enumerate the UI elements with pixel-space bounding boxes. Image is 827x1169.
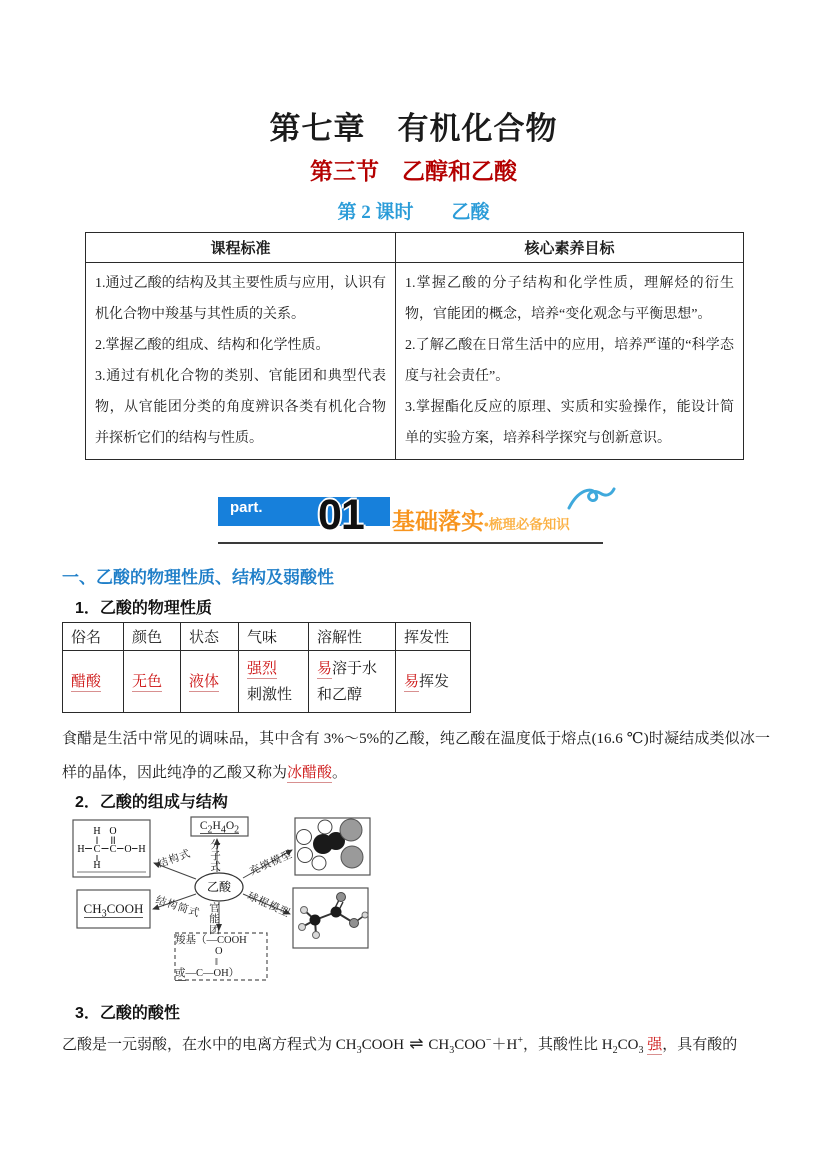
core-literacy-header: 核心素养目标 [396, 233, 744, 263]
part-label: part. [230, 499, 263, 516]
value-color: 无色 [124, 651, 181, 713]
objectives-table [85, 232, 744, 460]
svg-text:H: H [77, 844, 85, 855]
part-banner [218, 489, 610, 549]
physical-properties-heading: 1．乙酸的物理性质 [75, 600, 212, 617]
curriculum-standard-cell [86, 263, 396, 460]
core-literacy-item: 2.了解乙酸在日常生活中的应用，培养严谨的“科学态度与社会责任”。 [405, 338, 734, 384]
banner-subtitle: •梳理必备知识 [484, 517, 570, 532]
curriculum-item: 3.通过有机化合物的类别、官能团和典型代表物，从官能团分类的角度辨识各类有机化合物并探析它们的结构与性质。 [95, 369, 386, 446]
physical-properties-table [62, 622, 471, 713]
svg-text:O: O [124, 844, 132, 855]
properties-value-row [63, 651, 471, 713]
center-label: 乙酸 [206, 880, 232, 894]
label-space-filling-model: 充填模型 [248, 849, 295, 878]
label-ball-stick-model: 球棍模型 [245, 891, 292, 920]
svg-text:H: H [138, 844, 146, 855]
col-state: 状态 [181, 623, 239, 651]
value-volatility: 易挥发 [396, 651, 471, 713]
label-functional-group: 官能团 [209, 903, 220, 936]
svg-text:O: O [109, 826, 117, 837]
svg-text:C: C [93, 844, 101, 855]
answer-blank: 冰醋酸 [287, 765, 333, 781]
value-state: 液体 [181, 651, 239, 713]
vinegar-note: 食醋是生活中常见的调味品，其中含有 3%～5%的乙酸，纯乙酸在温度低于熔点(16.6 ℃)时凝结成类似冰一样的晶体，因此纯净的乙酸又称为冰醋酸。 [62, 731, 770, 781]
banner-divider [218, 542, 603, 544]
functional-group-text: 羧基（—COOH O ‖ 或—C—OH） [175, 935, 247, 979]
col-solubility: 溶解性 [309, 623, 396, 651]
curriculum-item: 1.通过乙酸的结构及其主要性质与应用，认识有机化合物中羧基与其性质的关系。 [95, 276, 386, 322]
label-condensed-formula: 结构简式 [154, 895, 202, 920]
ball-stick-model-box [293, 888, 368, 948]
col-odor: 气味 [239, 623, 309, 651]
label-molecular-formula: 分子式 [210, 840, 221, 873]
acidity-paragraph: 乙酸是一元弱酸，在水中的电离方程式为 $CH_3COOH$ ⇌ $CH_3COO^-+H^+$，其酸性比 $H_2CO_3$ 强，具有酸的 [62, 1034, 738, 1056]
svg-text:C: C [109, 844, 117, 855]
objectives-body-row [86, 263, 744, 460]
col-volatility: 挥发性 [396, 623, 471, 651]
svg-text:H: H [93, 826, 101, 837]
value-common-name: 醋酸 [63, 651, 124, 713]
banner-title-group [392, 503, 570, 536]
chapter-title: 第七章 有机化合物 [269, 111, 558, 146]
col-common-name: 俗名 [63, 623, 124, 651]
composition-structure-heading: 2．乙酸的组成与结构 [75, 794, 228, 811]
value-solubility: 易溶于水 和乙醇 [309, 651, 396, 713]
label-structural-formula: 结构式 [156, 848, 193, 871]
section1-heading: 一、乙酸的物理性质、结构及弱酸性 [62, 568, 334, 587]
swoosh-icon [566, 484, 616, 512]
curriculum-standard-header: 课程标准 [86, 233, 396, 263]
objectives-header-row [86, 233, 744, 263]
molecular-formula-text: $C_2H_4O_2$ [199, 820, 240, 836]
curriculum-item: 2.掌握乙酸的组成、结构和化学性质。 [95, 338, 330, 353]
properties-header-row [63, 623, 471, 651]
col-color: 颜色 [124, 623, 181, 651]
acidity-heading: 3．乙酸的酸性 [75, 1005, 180, 1022]
core-literacy-cell [396, 263, 744, 460]
core-literacy-item: 1.掌握乙酸的分子结构和化学性质，理解烃的衍生物，官能团的概念，培养“变化观念与平衡思想”。 [405, 276, 734, 322]
acetic-acid-structure-diagram [62, 813, 430, 999]
answer-blank: 强 [647, 1037, 663, 1053]
svg-text:H: H [93, 860, 101, 871]
condensed-formula-text: $CH_3COOH$ [83, 901, 144, 920]
section-title: 第三节 乙醇和乙酸 [310, 159, 517, 184]
banner-title: 基础落实 [392, 508, 484, 534]
lesson-title: 第 2 课时 乙酸 [337, 202, 490, 223]
core-literacy-item: 3.掌握酯化反应的原理、实质和实验操作，能设计简单的实验方案，培养科学探究与创新意识。 [405, 400, 734, 446]
value-odor: 强烈 刺激性 [239, 651, 309, 713]
part-number: 01 [318, 491, 364, 539]
equilibrium-arrow-icon: ⇌ [409, 1034, 424, 1054]
